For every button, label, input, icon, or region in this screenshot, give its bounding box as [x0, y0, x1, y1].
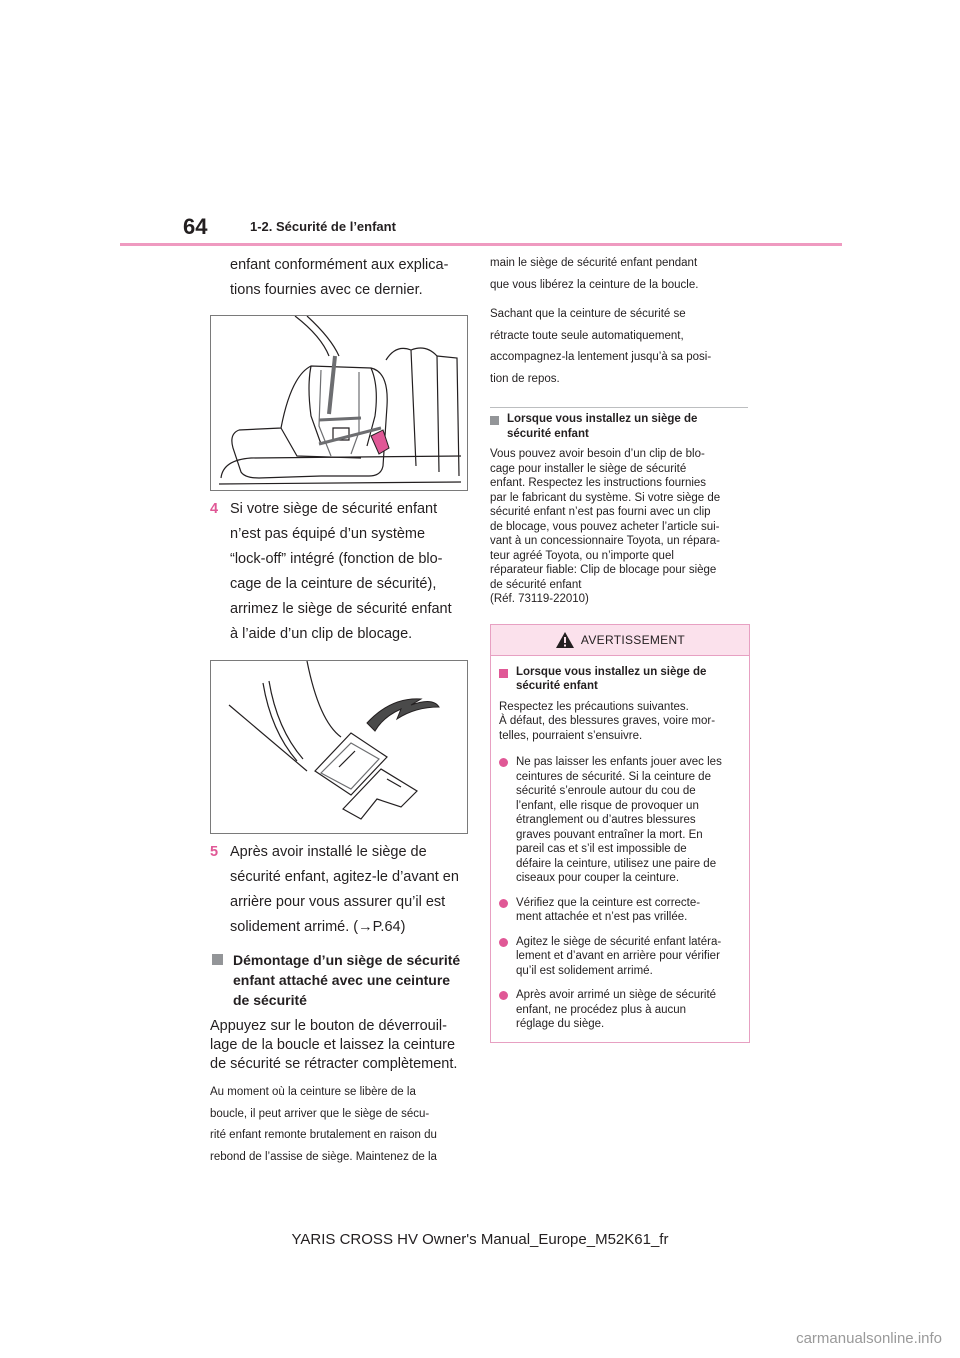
subheading-installation-info: [490, 412, 752, 441]
text-line: Appuyez sur le bouton de déverrouil-: [210, 1018, 447, 1034]
warning-header: [491, 625, 749, 656]
square-bullet-icon: [490, 416, 499, 425]
arrow-icon: →: [358, 919, 373, 935]
section-title: 1-2. Sécurité de l’enfant: [250, 219, 396, 234]
text-line: ceintures de sécurité. Si la ceinture de: [516, 770, 711, 783]
child-seat-illustration: [210, 315, 468, 491]
text-line: Après avoir installé le siège de: [230, 844, 427, 860]
warning-bullet: [499, 935, 741, 979]
text-line: de blocage, vous pouvez acheter l’article sui-: [490, 520, 720, 533]
text-fragment: solidement arrimé. (: [230, 919, 359, 935]
text-line: Vérifiez que la ceinture est correcte-: [516, 896, 701, 909]
page-reference-link[interactable]: P.64): [372, 919, 406, 935]
text-line: telles, pourraient s’ensuivre.: [499, 729, 643, 742]
step-5-text: [230, 840, 459, 940]
locking-clip-info: [490, 447, 752, 607]
square-bullet-icon: [212, 954, 223, 965]
text-line: lement et d’avant en arrière pour vérifier: [516, 950, 720, 962]
text-line: rebond de l’assise de siège. Maintenez de la: [210, 1150, 437, 1163]
text-line: boucle, il peut arriver que le siège de sécu-: [210, 1107, 430, 1120]
text-line: enfant attaché avec une ceinture: [233, 972, 451, 988]
footer-manual-title: YARIS CROSS HV Owner's Manual_Europe_M52K61_fr: [291, 1231, 669, 1248]
warning-body: [491, 656, 749, 1042]
warning-bullet: [499, 988, 741, 1032]
step-5: [210, 840, 470, 940]
step-4: [210, 497, 470, 647]
text-line: tions fournies avec ce dernier.: [230, 282, 423, 298]
text-line: Vous pouvez avoir besoin d’un clip de blo-: [490, 448, 705, 460]
step-number: 4: [210, 501, 219, 517]
text-line: défaire la ceinture, utilisez une paire de: [516, 857, 717, 870]
text-line: étranglement ou d’autres blessures: [516, 814, 696, 826]
step-number: 5: [210, 844, 219, 860]
text-line: Lorsque vous installez un siège de: [507, 413, 698, 425]
subheading-removal: [212, 950, 470, 1010]
header-rule: [120, 243, 842, 246]
bullet-text: [516, 935, 721, 979]
left-column: [210, 253, 470, 1168]
text-line: arrimez le siège de sécurité enfant: [230, 601, 452, 617]
text-line: Agitez le siège de sécurité enfant latéra-: [516, 935, 722, 948]
step-4-text: [230, 497, 452, 647]
text-line: rité enfant remonte brutalement en raison du: [210, 1129, 437, 1141]
bullet-text: [516, 755, 722, 886]
text-line: sécurité enfant n’est pas fourni avec un clip: [490, 506, 711, 518]
removal-note-continued: [490, 253, 752, 296]
text-line: graves pouvant entraîner la mort. En: [516, 828, 703, 841]
text-line: Lorsque vous installez un siège de: [516, 665, 707, 678]
text-line: sécurité enfant, agitez-le d’avant en: [230, 869, 459, 885]
warning-triangle-icon: [555, 631, 575, 649]
text-line: arrière pour vous assurer qu’il est: [230, 894, 446, 910]
square-bullet-icon: [499, 669, 508, 678]
locking-clip-illustration: [210, 660, 468, 834]
watermark[interactable]: carmanualsonline.info: [796, 1330, 942, 1347]
warning-box: [490, 624, 750, 1043]
text-line: réparateur fiable: Clip de blocage pour siège: [490, 564, 717, 576]
text-line: “lock-off” intégré (fonction de blo-: [230, 551, 443, 567]
text-line: main le siège de sécurité enfant pendant: [490, 257, 698, 269]
warning-intro: [499, 700, 741, 744]
bullet-dot-icon: [499, 758, 508, 767]
text-line: cage pour installer le siège de sécurité: [490, 462, 687, 475]
text-line: sécurité enfant: [516, 680, 598, 692]
text-line: [230, 915, 459, 940]
subheading-text: [233, 950, 460, 1010]
text-line: À défaut, des blessures graves, voire mor-: [499, 715, 716, 727]
text-line: pareil cas et s’il est impossible de: [516, 843, 687, 855]
text-line: Après avoir arrimé un siège de sécurité: [516, 989, 717, 1001]
text-line: l’enfant, elle risque de provoquer un: [516, 799, 699, 812]
text-line: accompagnez-la lentement jusqu’à sa posi-: [490, 351, 712, 363]
removal-paragraph: [210, 1017, 470, 1074]
text-line: n’est pas équipé d’un système: [230, 526, 426, 542]
retract-note: [490, 304, 752, 390]
text-line: cage de la ceinture de sécurité),: [230, 576, 437, 592]
text-line: rétracte toute seule automatiquement,: [490, 329, 684, 342]
child-seat-figure: [211, 316, 467, 490]
text-line: par le fabricant du système. Si votre siège de: [490, 491, 721, 504]
text-line: Respectez les précautions suivantes.: [499, 700, 689, 713]
intro-text: [210, 253, 470, 303]
text-line: qu’il est solidement arrimé.: [516, 964, 653, 977]
bullet-dot-icon: [499, 991, 508, 1000]
bullet-text: [516, 988, 716, 1032]
text-line: vant à un concessionnaire Toyota, un répara-: [490, 535, 720, 547]
text-line: de sécurité se rétracter complètement.: [210, 1056, 458, 1072]
text-line: Au moment où la ceinture se libère de la: [210, 1086, 416, 1098]
right-column: [490, 253, 752, 1043]
text-line: enfant conformément aux explica-: [230, 257, 449, 273]
page-number: 64: [183, 214, 208, 239]
locking-clip-figure: [211, 661, 467, 833]
bullet-text: [516, 896, 700, 925]
warning-bullet: [499, 896, 741, 925]
text-line: (Réf. 73119-22010): [490, 593, 589, 605]
text-line: teur agréé Toyota, ou n’importe quel: [490, 549, 674, 562]
text-line: lage de la boucle et laissez la ceinture: [210, 1037, 456, 1053]
text-line: Si votre siège de sécurité enfant: [230, 501, 438, 517]
subheading-text: [516, 665, 706, 694]
warning-title: AVERTISSEMENT: [580, 632, 686, 647]
subheading-text: [507, 412, 697, 441]
text-line: enfant, ne procédez plus à aucun: [516, 1003, 687, 1016]
text-line: tion de repos.: [490, 372, 560, 385]
text-line: Ne pas laisser les enfants jouer avec les: [516, 756, 722, 768]
bullet-dot-icon: [499, 899, 508, 908]
text-line: que vous libérez la ceinture de la boucle.: [490, 278, 699, 291]
text-line: de sécurité: [233, 992, 307, 1008]
text-line: Démontage d’un siège de sécurité: [233, 952, 461, 968]
removal-note: [210, 1082, 470, 1168]
bullet-dot-icon: [499, 938, 508, 947]
text-line: sécurité enfant: [507, 427, 589, 440]
text-line: Sachant que la ceinture de sécurité se: [490, 308, 686, 320]
text-line: ciseaux pour couper la ceinture.: [516, 872, 680, 884]
text-line: à l’aide d’un clip de blocage.: [230, 626, 413, 642]
text-line: sécurité s’enroule autour du cou de: [516, 785, 696, 797]
text-line: enfant. Respectez les instructions fournies: [490, 477, 707, 489]
text-line: de sécurité enfant: [490, 578, 582, 591]
warning-subheading: [499, 665, 741, 694]
divider: [490, 407, 748, 408]
text-line: ment attachée et n’est pas vrillée.: [516, 911, 688, 923]
text-line: réglage du siège.: [516, 1018, 605, 1030]
warning-bullet: [499, 755, 741, 886]
